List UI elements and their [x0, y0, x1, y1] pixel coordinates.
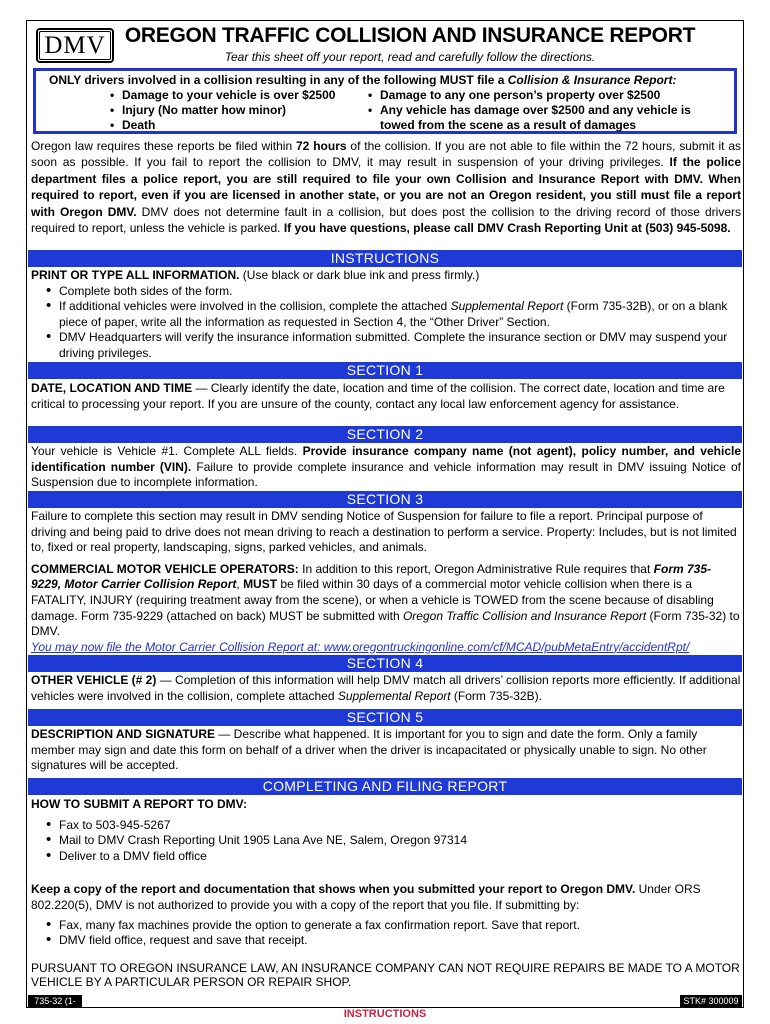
list-item: • Fax, many fax machines provide the option to generate a fax confirmation report. Save that report. [31, 918, 741, 934]
intro-paragraph: Oregon law requires these reports be filed within 72 hours of the collision. If you are not able to file within the 72 hours, submit it as soon as possible. If you fail to report the collision to DMV, it may result in suspension of your driving privileges. If the police department files a police report, you are still required to file your own Collision and Insurance Report with DMV. When required to report, even if you are licensed in another state, or you are not an Oregon resident, you still must file a report with Oregon DMV. DMV does not determine fault in a collision, but does post the collision to the driving record of those drivers required to report, unless the vehicle is parked. If you have questions, please call DMV Crash Reporting Unit at (503) 945-5098. [31, 139, 741, 236]
lead-text: ONLY drivers involved in a collision resulting in any of the following MUST file a [49, 73, 508, 87]
section-1-heading: SECTION 1 [28, 362, 742, 379]
filing-requirements-lead [49, 73, 729, 87]
section-2-body: Your vehicle is Vehicle #1. Complete ALL fields. Provide insurance company name (not agent), policy number, and vehicle identification number (VIN). Failure to provide complete insurance and vehicle information may result in DMV issuing Notice of Suspension due to incomplete information. [31, 444, 741, 490]
section-1-body: DATE, LOCATION AND TIME — Clearly identify the date, location and time of the collision. The correct date, location and time are critical to processing your report. If you are unsure of the county, contact any local law enforcement agency for assistance. [31, 381, 725, 411]
requirement-item: • Any vehicle has damage over $2500 and any vehicle is towed from the scene as a result of damages [364, 103, 724, 133]
list-item: • If additional vehicles were involved in the collision, complete the attached Supplemental Report (Form 735-32B), or on a blank piece of paper, write all the information as requested in Section 4, the “Other Driver” Section. [31, 299, 741, 330]
list-item: • Fax to 503-945-5267 [31, 818, 741, 834]
filing-requirements-box [33, 68, 737, 134]
section-2-heading: SECTION 2 [28, 426, 742, 443]
section-5-heading: SECTION 5 [28, 709, 742, 726]
lead-italic-text: Collision & Insurance Report: [507, 73, 677, 87]
instructions-body: PRINT OR TYPE ALL INFORMATION. (Use black or dark blue ink and press firmly.) • Complete both sides of the form. • If additional vehicles were involved in the collision, complete the attached Supplemental Report (Form 735-32B), or on a blank piece of paper, write all the information as requested in Section 4, the “Other Driver” Section. • DMV Headquarters will verify the insurance information submitted. Complete the insurance section or DMV may suspend your driving privileges. [31, 268, 741, 362]
motor-carrier-report-link[interactable]: You may now file the Motor Carrier Collision Report at: www.oregontruckingonline.com/cf/MCAD/pubMetaEntry/accidentRpt/ [31, 639, 690, 654]
filing-heading: COMPLETING AND FILING REPORT [28, 778, 742, 795]
requirements-left-list [106, 88, 335, 133]
instructions-list [31, 284, 741, 362]
instructions-heading: INSTRUCTIONS [28, 250, 742, 267]
page-subtitle: Tear this sheet off your report, read and carefully follow the directions. [224, 50, 596, 64]
requirement-item: • Injury (No matter how minor) [106, 103, 335, 118]
list-item: • Deliver to a DMV field office [31, 849, 741, 865]
section-4-heading: SECTION 4 [28, 655, 742, 672]
insurance-law-notice: PURSUANT TO OREGON INSURANCE LAW, AN INSURANCE COMPANY CAN NOT REQUIRE REPAIRS BE MADE TO A MOTOR VEHICLE BY A PARTICULAR PERSON OR REPAIR SHOP. [31, 960, 740, 989]
list-item: • Mail to DMV Crash Reporting Unit 1905 Lana Ave NE, Salem, Oregon 97314 [31, 833, 741, 849]
requirement-item: • Death [106, 118, 335, 133]
section-3-heading: SECTION 3 [28, 491, 742, 508]
list-item: • DMV field office, request and save that receipt. [31, 933, 741, 949]
requirement-item: • Damage to your vehicle is over $2500 [106, 88, 335, 103]
footer-label: INSTRUCTIONS [343, 1008, 427, 1020]
dmv-logo-text: DMV [39, 31, 111, 60]
list-item: • DMV Headquarters will verify the insurance information submitted. Complete the insurance section or DMV may suspend your driving privileges. [31, 330, 741, 361]
stock-number: STK# 300009 [680, 995, 742, 1007]
section-3-body: Failure to complete this section may result in DMV sending Notice of Suspension for failure to file a report. Principal purpose of driving and being paid to drive does not mean driving to reach a destination to perform a service. Property: Includes, but is not limited to, fixed or real property, landscaping, signs, parked vehicles, and animals. COMMERCIAL MOTOR VEHICLE OPERATORS: In addition to this report, Oregon Administrative Rule requires that Form 735-9229, Motor Carrier Collision Report, MUST be filed within 30 days of a commercial motor vehicle collision when there is a FATALITY, INJURY (requiring treatment away from the scene), or when a vehicle is TOWED from the scene because of disabling damage. Form 735-9229 (attached on back) MUST be submitted with Oregon Traffic Collision and Insurance Report (Form 735-32) to DMV. You may now file the Motor Carrier Collision Report at: www.oregontruckingonline.com/cf/MCAD/pubMetaEntry/accidentRpt/ [31, 509, 740, 654]
page-title: OREGON TRAFFIC COLLISION AND INSURANCE REPORT [124, 24, 696, 47]
requirements-right-list [364, 88, 724, 133]
filing-body: HOW TO SUBMIT A REPORT TO DMV: • Fax to 503-945-5267 • Mail to DMV Crash Reporting Unit 1905 Lana Ave NE, Salem, Oregon 97314 • Deliver to a DMV field office Keep a copy of the report and documentation that shows when you submitted your report to Oregon DMV. Under ORS 802.220(5), DMV is not authorized to provide you with a copy of the report that you file. If submitting by: • Fax, many fax machines provide the option to generate a fax confirmation report. Save that report. • DMV field office, request and save that receipt. PURSUANT TO OREGON INSURANCE LAW, AN INSURANCE COMPANY CAN NOT REQUIRE REPAIRS BE MADE TO A MOTOR VEHICLE BY A PARTICULAR PERSON OR REPAIR SHOP. [31, 797, 741, 989]
requirement-item: • Damage to any one person’s property over $2500 [364, 88, 724, 103]
submit-receipt-list [31, 918, 741, 949]
section-4-body: OTHER VEHICLE (# 2) — Completion of this information will help DMV match all drivers’ collision reports more efficiently. If additional vehicles were involved in the collision, complete attached Supplemental Report (Form 735-32B). [31, 673, 741, 703]
dmv-logo [36, 28, 114, 63]
list-item: • Complete both sides of the form. [31, 284, 741, 300]
submit-methods-list [31, 818, 741, 865]
form-number: 735-32 (1-25) [28, 995, 82, 1007]
section-5-body: DESCRIPTION AND SIGNATURE — Describe what happened. It is important for you to sign and date the form. Only a family member may sign and date this form on behalf of a driver when the driver is incapacitated or physically unable to sign. No other signatures will be accepted. [31, 727, 707, 773]
